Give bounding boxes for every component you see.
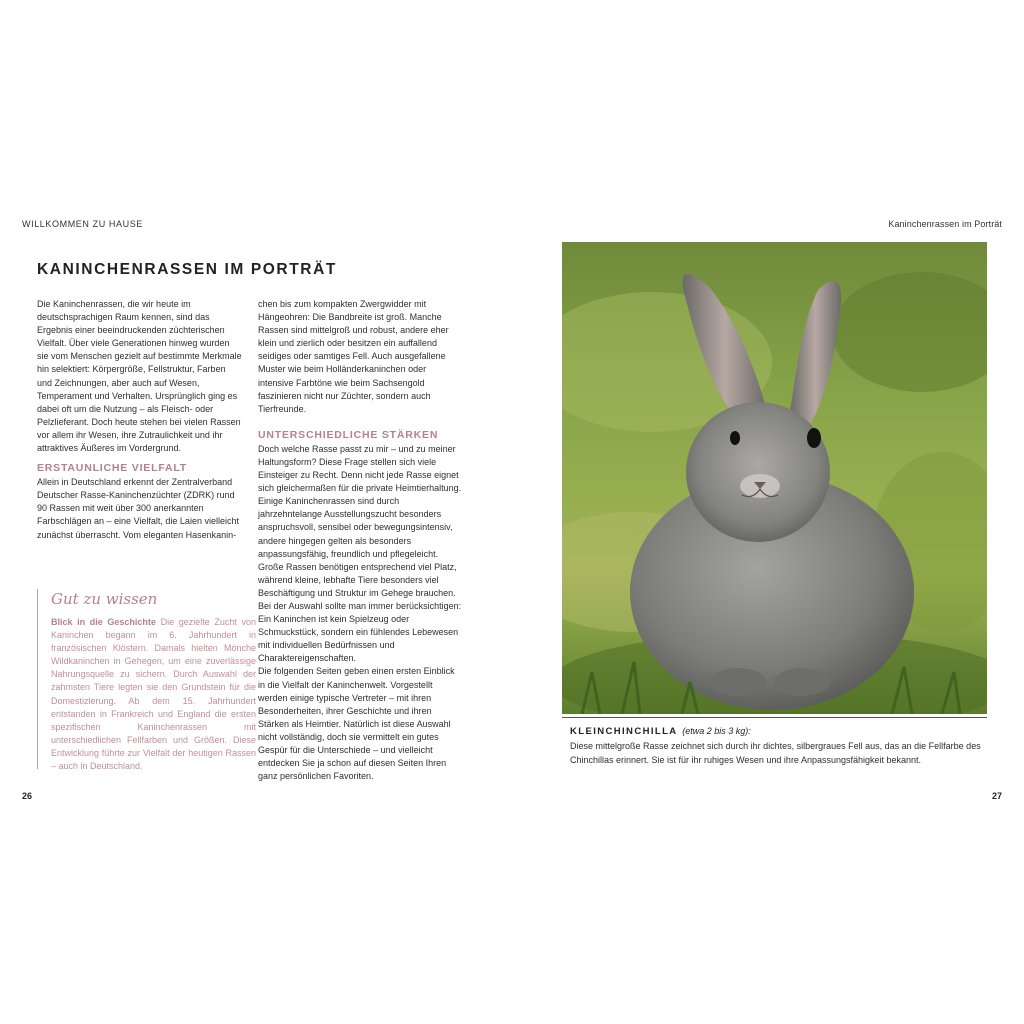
running-head-left: WILLKOMMEN ZU HAUSE bbox=[22, 219, 143, 229]
staerken-paragraph: Doch welche Rasse passt zu mir – und zu meiner Haltungsform? Diese Frage stellen sich viele Einsteiger zu Recht. Denn nicht jede Rasse eignet sich gleichermaßen für die private Heimtierhaltung. Einige Kaninchenrassen sind durch jahrzehntelange Ausstellungszucht besonders anspruchsvoll, sensibel oder bewegungsintensiv, andere hingegen gelten als besonders anpassungsfähig, freundlich und pflegeleicht. Große Rassen benötigen entsprechend viel Platz, während kleine, lebhafte Tiere besonders viel Beschäftigung und Struktur im Gehege brauchen. Bei der Auswahl sollte man immer berücksichtigen: Ein Kaninchen ist kein Spielzeug oder Schmuckstück, sondern ein fühlendes Lebewesen mit individuellen Bedürfnissen und Charaktereigenschaften. bbox=[258, 443, 462, 664]
info-box-lead: Blick in die Geschichte bbox=[51, 617, 156, 627]
caption-text: Diese mittelgroße Rasse zeichnet sich durch ihr dichtes, silbergraues Fell aus, das an die Fellfarbe des Chinchillas erinnert. Sie ist für ihr ruhiges Wesen und ihre Anpassungsfähigkeit bekannt. bbox=[570, 741, 981, 765]
rabbit-photo bbox=[562, 242, 987, 714]
caption-weight-note: (etwa 2 bis 3 kg): bbox=[682, 726, 751, 736]
caption-rule bbox=[562, 717, 987, 718]
closing-paragraph: Die folgenden Seiten geben einen ersten Einblick in die Vielfalt der Kaninchenwelt. Vorgestellt werden einige typische Vertreter – mit ihren Besonderheiten, ihrer Geschichte und ihren Stärken als Heimtier. Natürlich ist diese Auswahl nicht vollständig, doch sie vermittelt ein gutes Gespür für die Unterschiede – und vielleicht entdecken Sie ja schon auf diesen Seiten Ihren ganz persönlichen Favoriten. bbox=[258, 666, 455, 782]
subheading-vielfalt: ERSTAUNLICHE VIELFALT bbox=[37, 462, 187, 475]
info-box-title: Gut zu wissen bbox=[51, 590, 158, 608]
page-title: KANINCHENRASSEN IM PORTRÄT bbox=[37, 261, 337, 278]
info-box-text: Die gezielte Zucht von Kaninchen begann im 6. Jahrhundert in französischen Klöstern. Damals hielten Mönche Wildkaninchen in Gehegen, um eine zuverlässige Nahrungsquelle zu sichern. Durch Auswahl der zahmsten Tiere legten sie den Grundstein für die Domestizierung. Ab dem 15. Jahrhundert entstanden in Frankreich und England die ersten spezifischen Kaninchenrassen mit unterschiedlichen Fellfarben und Größen. Diese Entwicklung führte zur Vielfalt der heutigen Rassen – auch in Deutschland. bbox=[51, 617, 257, 772]
running-head-right: Kaninchenrassen im Porträt bbox=[888, 219, 1002, 229]
caption-heading bbox=[570, 726, 751, 737]
info-box-body bbox=[51, 616, 256, 773]
text-column-left bbox=[37, 298, 242, 542]
rabbit-illustration bbox=[562, 242, 987, 714]
intro-paragraph: Die Kaninchenrassen, die wir heute im deutschsprachigen Raum kennen, sind das Ergebnis einer beeindruckenden züchterischen Vielfalt. Über viele Generationen hinweg wurden sie vom Menschen gezielt auf bestimmte Merkmale hin selektiert: Körpergröße, Fellstruktur, Farben und Zeichnungen, aber auch auf Wesen, Temperament und Verhalten. Ursprünglich ging es dabei oft um die Nutzung – als Fleisch- oder Pelzlieferant. Doch heute stehen bei vielen Rassen vor allem ihr Wesen, ihre Zutraulichkeit und ihr attraktives Äußeres im Vordergrund. bbox=[37, 299, 242, 454]
subheading-staerken: UNTERSCHIEDLICHE STÄRKEN bbox=[258, 428, 439, 441]
info-box bbox=[37, 589, 257, 772]
page-number-left: 26 bbox=[22, 791, 33, 801]
caption-breed-name: KLEINCHINCHILLA bbox=[570, 726, 678, 737]
continuation-paragraph: chen bis zum kompakten Zwergwidder mit Hängeohren: Die Bandbreite ist groß. Manche Rassen sind mittelgroß und robust, andere eher klein und zierlich oder besitzen ein auffallend seidiges oder samtiges Fell. Auch ausgefallene Muster wie beim Holländerkaninchen oder intensive Farbtöne wie beim Sachsengold faszinieren nicht nur Züchter, sondern auch Tierfreunde. bbox=[258, 299, 449, 414]
text-column-right bbox=[258, 298, 463, 783]
vielfalt-paragraph: Allein in Deutschland erkennt der Zentralverband Deutscher Rasse-Kaninchenzüchter (ZDRK) rund 90 Rassen mit weit über 300 anerkannten Farbschlägen an – eine Vielfalt, die Laien vielleicht zunächst überrascht. Vom eleganten Hasenkanin- bbox=[37, 477, 239, 540]
page-number-right: 27 bbox=[991, 791, 1002, 801]
